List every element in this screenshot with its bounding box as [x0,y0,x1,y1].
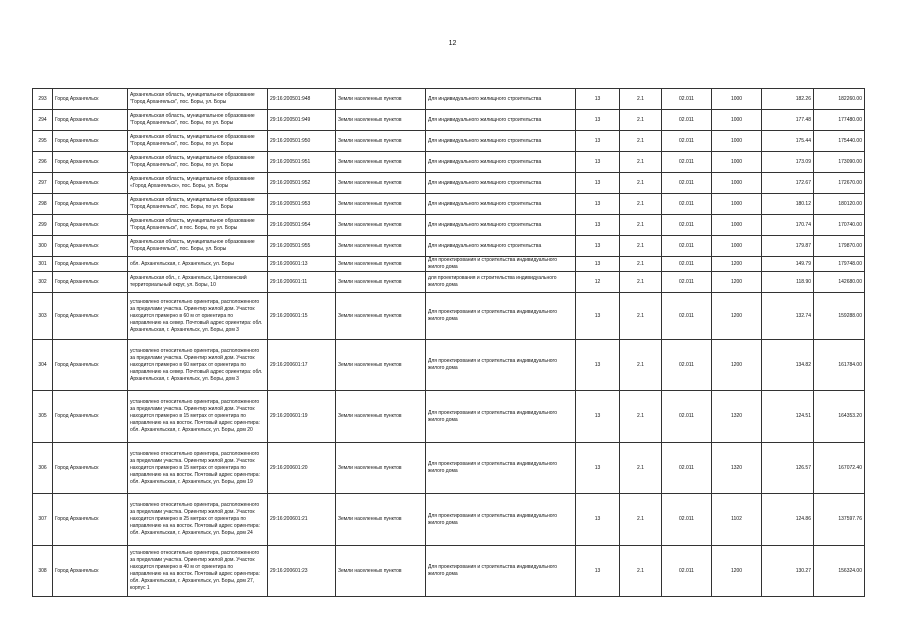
cell-code: 02.011 [662,293,712,340]
cell-use: Для индивидуального жилищного строительства [426,89,576,110]
cell-city: Город Архангельск [53,173,128,194]
cell-code: 02.011 [662,215,712,236]
cell-address: Архангельская область, муниципальное образование "Город Архангельск", пос. Боры, по ул. Боры [128,110,268,131]
cell-city: Город Архангельск [53,494,128,546]
table-row [33,293,865,340]
cell-address: Архангельская область, муниципальное образование "Город Архангельск", пос. Боры, по ул. Боры [128,152,268,173]
cell-area: 1102 [712,494,762,546]
cell-num: 298 [33,194,53,215]
cell-coef: 2.1 [620,131,662,152]
cell-zone: 13 [576,257,620,272]
cell-area: 1000 [712,215,762,236]
cell-zone: 13 [576,215,620,236]
cell-address: установлено относительно ориентира, расположенного за пределами участка. Ориентир жилой дом. Участок находится примерно в 40 м от ориентира по направлению на на восток. Почтовый адрес ориентира: обл. Архангельская, г. Архангельск, ул. Боры, дом 27, корпус 1 [128,546,268,597]
cell-category: Земли населенных пунктов [336,257,426,272]
cell-value: 177480.00 [814,110,865,131]
cell-category: Земли населенных пунктов [336,173,426,194]
cell-city: Город Архангельск [53,443,128,494]
cell-num: 294 [33,110,53,131]
cell-value: 142680.00 [814,272,865,293]
cell-value: 164353.20 [814,391,865,443]
cell-use: для проектирования и строительства индивидуального жилого дома [426,272,576,293]
cell-area: 1000 [712,131,762,152]
cell-coef: 2.1 [620,89,662,110]
cell-city: Город Архангельск [53,340,128,391]
cell-num: 308 [33,546,53,597]
cell-coef: 2.1 [620,391,662,443]
cell-cadastre: 29:16:200501:953 [268,194,336,215]
cell-cadastre: 29:16:200601:15 [268,293,336,340]
cell-value: 172670.00 [814,173,865,194]
cell-num: 303 [33,293,53,340]
cell-value: 179748.00 [814,257,865,272]
cell-rate: 180.12 [762,194,814,215]
cell-zone: 13 [576,443,620,494]
cell-num: 299 [33,215,53,236]
cell-zone: 13 [576,236,620,257]
cell-code: 02.011 [662,89,712,110]
cell-value: 170740.00 [814,215,865,236]
cell-cadastre: 29:16:200501:954 [268,215,336,236]
cell-code: 02.011 [662,340,712,391]
cell-code: 02.011 [662,257,712,272]
cell-zone: 13 [576,391,620,443]
cell-address: установлено относительно ориентира, расположенного за пределами участка. Ориентир жилой дом. Участок находится примерно в 25 метрах от ориентира по направлению на на восток. Почтовый адрес ориентира: обл. Архангельская, г. Архангельск, ул. Боры, дом 24 [128,494,268,546]
cell-zone: 13 [576,89,620,110]
cell-city: Город Архангельск [53,257,128,272]
cell-value: 179870.00 [814,236,865,257]
cell-num: 307 [33,494,53,546]
cell-use: Для индивидуального жилищного строительства [426,194,576,215]
cell-value: 156324.00 [814,546,865,597]
cell-use: Для индивидуального жилищного строительства [426,110,576,131]
cell-code: 02.011 [662,194,712,215]
cell-coef: 2.1 [620,272,662,293]
cell-use: Для индивидуального жилищного строительства [426,173,576,194]
cell-rate: 124.51 [762,391,814,443]
cell-cadastre: 29:16:200501:952 [268,173,336,194]
cell-coef: 2.1 [620,110,662,131]
cell-use: Для проектирования и строительства индивидуального жилого дома [426,293,576,340]
cell-rate: 124.86 [762,494,814,546]
cell-category: Земли населенных пунктов [336,272,426,293]
cell-value: 159288.00 [814,293,865,340]
cell-coef: 2.1 [620,173,662,194]
cell-rate: 175.44 [762,131,814,152]
cell-cadastre: 29:16:200501:948 [268,89,336,110]
cell-address: обл. Архангельская, г. Архангельск, ул. Боры [128,257,268,272]
cell-rate: 118.90 [762,272,814,293]
cell-cadastre: 29:16:200601:23 [268,546,336,597]
cell-zone: 13 [576,131,620,152]
cell-code: 02.011 [662,236,712,257]
registry-rows [33,89,865,597]
table-row [33,215,865,236]
cell-category: Земли населенных пунктов [336,131,426,152]
cell-category: Земли населенных пунктов [336,110,426,131]
table-row [33,494,865,546]
cell-value: 180120.00 [814,194,865,215]
cell-coef: 2.1 [620,236,662,257]
table-row [33,173,865,194]
cell-zone: 13 [576,293,620,340]
cell-category: Земли населенных пунктов [336,152,426,173]
cell-rate: 132.74 [762,293,814,340]
table-row [33,89,865,110]
cell-city: Город Архангельск [53,152,128,173]
cell-use: Для проектирования и строительства индивидуального жилого дома [426,391,576,443]
table-row [33,131,865,152]
cell-category: Земли населенных пунктов [336,340,426,391]
table-row [33,443,865,494]
cell-rate: 179.87 [762,236,814,257]
table-row [33,110,865,131]
cell-use: Для индивидуального жилищного строительства [426,152,576,173]
cell-num: 301 [33,257,53,272]
cell-num: 305 [33,391,53,443]
table-row [33,194,865,215]
cell-rate: 177.48 [762,110,814,131]
cell-cadastre: 29:16:200601:17 [268,340,336,391]
table-row [33,546,865,597]
table-row [33,391,865,443]
cell-category: Земли населенных пунктов [336,215,426,236]
table-row [33,272,865,293]
cell-coef: 2.1 [620,546,662,597]
cell-code: 02.011 [662,131,712,152]
cell-cadastre: 29:16:200601:20 [268,443,336,494]
cell-rate: 126.57 [762,443,814,494]
cell-area: 1000 [712,236,762,257]
cell-rate: 182.26 [762,89,814,110]
cell-use: Для проектирования и строительства индивидуального жилого дома [426,340,576,391]
cell-category: Земли населенных пунктов [336,391,426,443]
cell-use: Для индивидуального жилищного строительства [426,215,576,236]
cell-rate: 134.82 [762,340,814,391]
cell-area: 1320 [712,443,762,494]
cell-area: 1200 [712,293,762,340]
cell-zone: 13 [576,494,620,546]
cell-zone: 13 [576,194,620,215]
cell-cadastre: 29:16:200501:951 [268,152,336,173]
cell-area: 1000 [712,89,762,110]
cell-city: Город Архангельск [53,546,128,597]
cell-category: Земли населенных пунктов [336,194,426,215]
cell-use: Для проектирования и строительства индивидуального жилого дома [426,257,576,272]
cell-zone: 13 [576,152,620,173]
cell-use: Для проектирования и строительства индивидуального жилого дома [426,546,576,597]
cell-city: Город Архангельск [53,293,128,340]
cell-category: Земли населенных пунктов [336,293,426,340]
cell-address: установлено относительно ориентира, расположенного за пределами участка. Ориентир жилой дом. Участок находится примерно в 15 метрах от ориентира по направлению на на восток. Почтовый адрес ориентира: обл. Архангельская, г. Архангельск, ул. Боры, дом 20 [128,391,268,443]
cell-area: 1000 [712,173,762,194]
cell-use: Для индивидуального жилищного строительства [426,131,576,152]
cell-code: 02.011 [662,546,712,597]
cell-coef: 2.1 [620,494,662,546]
cell-rate: 173.09 [762,152,814,173]
cell-address: установлено относительно ориентира, расположенного за пределами участка. Ориентир жилой дом. Участок находится примерно в 60 м от ориентира по направлению на север. Почтовый адрес ориентира: обл. Архангельская, г. Архангельск, ул. Боры, дом 3 [128,293,268,340]
cell-coef: 2.1 [620,443,662,494]
cell-value: 175440.00 [814,131,865,152]
cell-cadastre: 29:16:200601:19 [268,391,336,443]
cell-address: Архангельская область, муниципальное образование "Город Архангельск", пос. Боры, ул. Боры [128,236,268,257]
cell-area: 1000 [712,110,762,131]
cell-city: Город Архангельск [53,391,128,443]
table-row [33,236,865,257]
cell-zone: 13 [576,173,620,194]
cell-address: Архангельская область, муниципальное образование "Город Архангельск", пос. Боры, по ул. Боры [128,131,268,152]
cell-address: Архангельская область, муниципальное образование «Город Архангельск», пос. Боры, ул. Боры [128,173,268,194]
table-row [33,257,865,272]
cell-area: 1200 [712,257,762,272]
cell-cadastre: 29:16:200601:13 [268,257,336,272]
cell-use: Для проектирования и строительства индивидуального жилого дома [426,494,576,546]
cell-area: 1000 [712,194,762,215]
cell-value: 182260.00 [814,89,865,110]
cell-num: 296 [33,152,53,173]
cell-cadastre: 29:16:200501:955 [268,236,336,257]
cell-code: 02.011 [662,272,712,293]
table-row [33,340,865,391]
cell-code: 02.011 [662,110,712,131]
cell-coef: 2.1 [620,257,662,272]
cell-value: 167072.40 [814,443,865,494]
cell-coef: 2.1 [620,194,662,215]
cell-area: 1000 [712,152,762,173]
cell-category: Земли населенных пунктов [336,546,426,597]
cell-num: 302 [33,272,53,293]
cell-category: Земли населенных пунктов [336,89,426,110]
cell-area: 1200 [712,340,762,391]
cell-rate: 149.79 [762,257,814,272]
cell-code: 02.011 [662,494,712,546]
cell-cadastre: 29:16:200501:950 [268,131,336,152]
cell-coef: 2.1 [620,293,662,340]
cell-num: 300 [33,236,53,257]
cell-city: Город Архангельск [53,236,128,257]
cell-value: 161784.00 [814,340,865,391]
cell-category: Земли населенных пунктов [336,236,426,257]
cell-address: Архангельская обл., г. Архангельск, Цигломенский территориальный округ, ул. Боры, 10 [128,272,268,293]
page-number: 12 [448,40,457,47]
table-row [33,152,865,173]
cell-city: Город Архангельск [53,131,128,152]
cell-code: 02.011 [662,443,712,494]
cell-coef: 2.1 [620,215,662,236]
cell-address: Архангельская область, муниципальное образование "Город Архангельск", пос. Боры, ул. Боры [128,89,268,110]
cell-coef: 2.1 [620,340,662,391]
cell-num: 295 [33,131,53,152]
cell-address: установлено относительно ориентира, расположенного за пределами участка. Ориентир жилой дом. Участок находится примерно в 15 метрах от ориентира по направлению на на восток. Почтовый адрес ориентира: обл. Архангельская, г. Архангельск, ул. Боры, дом 19 [128,443,268,494]
cell-area: 1200 [712,546,762,597]
cell-code: 02.011 [662,152,712,173]
cell-category: Земли населенных пунктов [336,494,426,546]
cell-rate: 170.74 [762,215,814,236]
cell-city: Город Архангельск [53,89,128,110]
cell-zone: 12 [576,272,620,293]
cell-num: 304 [33,340,53,391]
cell-city: Город Архангельск [53,272,128,293]
cell-rate: 130.27 [762,546,814,597]
cell-num: 306 [33,443,53,494]
cell-value: 137597.76 [814,494,865,546]
cell-city: Город Архангельск [53,194,128,215]
cell-cadastre: 29:16:200601:11 [268,272,336,293]
cell-code: 02.011 [662,173,712,194]
cell-code: 02.011 [662,391,712,443]
cell-zone: 13 [576,340,620,391]
cell-num: 297 [33,173,53,194]
cell-area: 1320 [712,391,762,443]
cell-city: Город Архангельск [53,110,128,131]
cell-address: Архангельская область, муниципальное образование "Город Архангельск", в пос. Боры, по ул. Боры [128,215,268,236]
cell-num: 293 [33,89,53,110]
cell-address: установлено относительно ориентира, расположенного за пределами участка. Ориентир жилой дом. Участок находится примерно в 60 метрах от ориентира по направлению на север. Почтовый адрес ориентира: обл. Архангельская, г. Архангельск, ул. Боры, дом 3 [128,340,268,391]
cell-value: 173090.00 [814,152,865,173]
cell-address: Архангельская область, муниципальное образование "Город Архангельск", пос. Боры, по ул. Боры [128,194,268,215]
cell-area: 1200 [712,272,762,293]
cell-category: Земли населенных пунктов [336,443,426,494]
cell-cadastre: 29:16:200501:949 [268,110,336,131]
cell-zone: 13 [576,546,620,597]
land-registry-table [32,88,865,597]
cell-use: Для проектирования и строительства индивидуального жилого дома [426,443,576,494]
cell-city: Город Архангельск [53,215,128,236]
cell-coef: 2.1 [620,152,662,173]
cell-rate: 172.67 [762,173,814,194]
cell-cadastre: 29:16:200601:21 [268,494,336,546]
cell-zone: 13 [576,110,620,131]
cell-use: Для индивидуального жилищного строительства [426,236,576,257]
